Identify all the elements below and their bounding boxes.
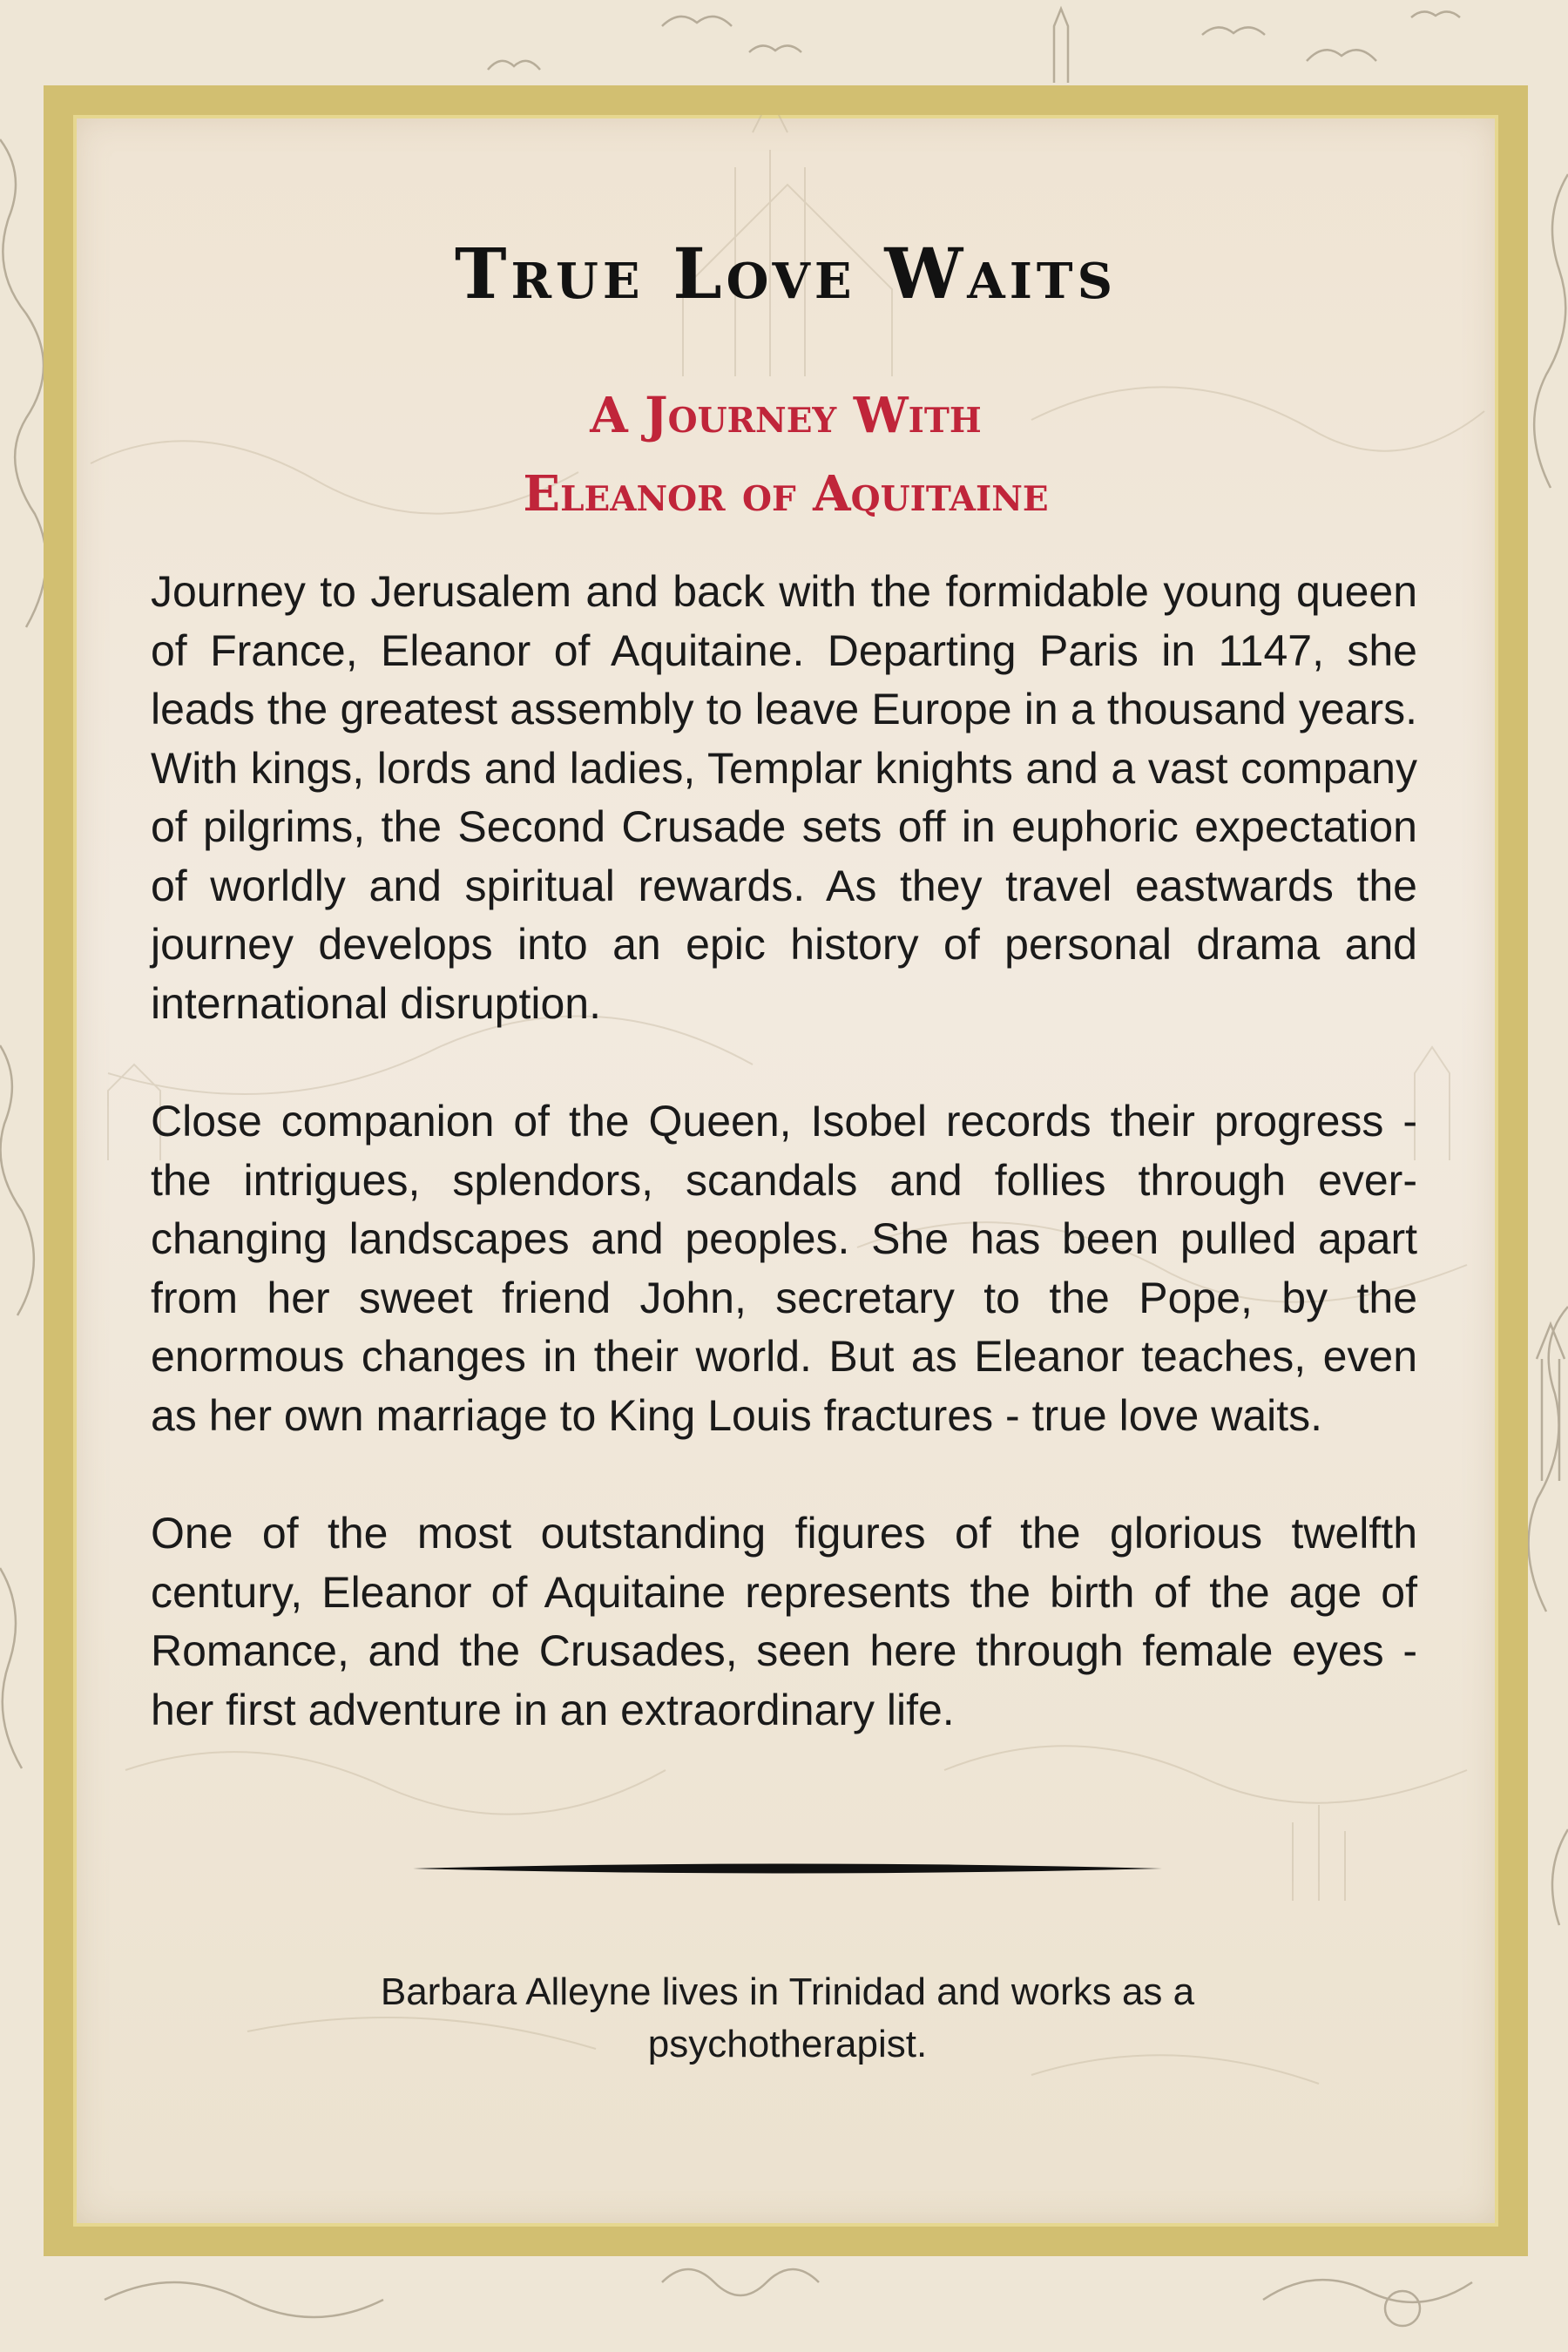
gold-frame [44, 85, 1528, 2256]
ornamental-divider [413, 1861, 1162, 1876]
author-bio [291, 1966, 1284, 2071]
blurb [151, 563, 1417, 1799]
author-bio-line-2: psychotherapist. [647, 2023, 928, 2065]
subtitle-line-1: A Journey With [590, 387, 982, 444]
blurb-paragraph-3: One of the most outstanding figures of the glorious twelfth century, Eleanor of Aquitaine represents the birth of the age of Romance, and the Crusades, seen here through female eyes - her first adventure in an extraordinary life. [151, 1509, 1417, 1734]
blurb-paragraph-1: Journey to Jerusalem and back with the formidable young queen of France, Eleanor of Aquitaine. Departing Paris in 1147, she leads the greatest assembly to leave Europe in a thousand years. With kings, lords and ladies, Templar knights and a vast company of pilgrims, the Second Crusade sets off in euphoric expectation of worldly and spiritual rewards. As they travel eastwards the journey develops into an epic history of personal drama and international disruption. [151, 567, 1417, 1028]
book-subtitle [73, 376, 1498, 533]
author-bio-line-1: Barbara Alleyne lives in Trinidad and works as a [380, 1970, 1195, 2013]
back-cover-content [73, 115, 1498, 2227]
subtitle-line-2: Eleanor of Aquitaine [523, 465, 1049, 523]
book-title: True Love Waits [454, 233, 1118, 314]
blurb-paragraph-2: Close companion of the Queen, Isobel records their progress - the intrigues, splendors, scandals and follies through ever-changing landscapes and peoples. She has been pulled apart from her sweet friend John, secretary to the Pope, by the enormous changes in their world. But as Eleanor teaches, even as her own marriage to King Louis fractures - true love waits. [151, 1097, 1417, 1440]
